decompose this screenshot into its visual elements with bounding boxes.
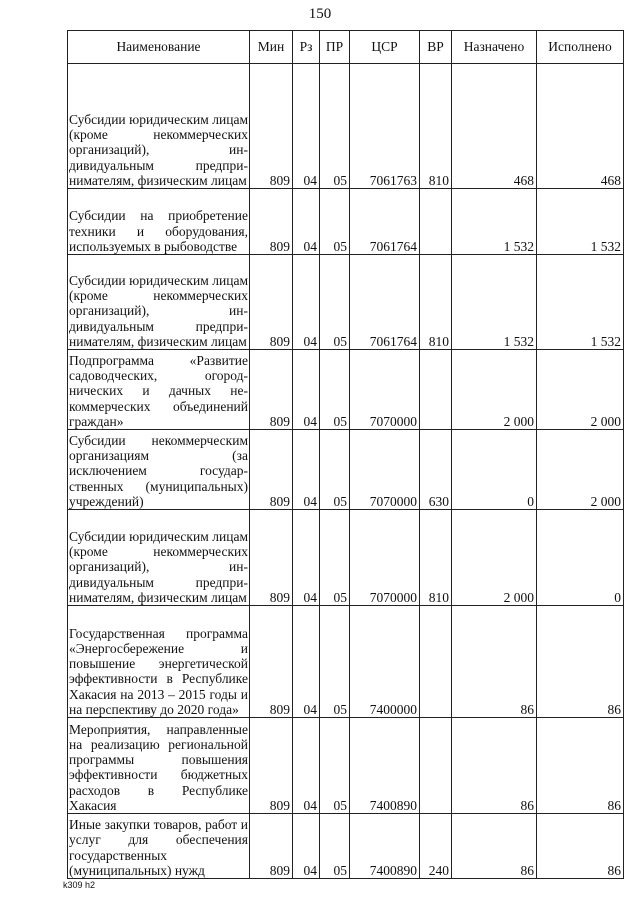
cell-min: 809 [250, 814, 293, 879]
header-name: Наименование [68, 31, 250, 64]
cell-rz: 04 [293, 606, 320, 718]
cell-pr: 05 [320, 718, 350, 814]
header-pr: ПР [320, 31, 350, 64]
cell-csr: 7400890 [350, 718, 420, 814]
cell-pr: 05 [320, 814, 350, 879]
cell-pr: 05 [320, 350, 350, 430]
cell-rz: 04 [293, 255, 320, 350]
cell-pr: 05 [320, 255, 350, 350]
cell-assigned: 86 [452, 606, 537, 718]
cell-csr: 7400000 [350, 606, 420, 718]
cell-assigned: 2 000 [452, 350, 537, 430]
cell-vr: 240 [420, 814, 452, 879]
cell-csr: 7061764 [350, 255, 420, 350]
cell-min: 809 [250, 718, 293, 814]
cell-executed: 86 [537, 718, 624, 814]
cell-min: 809 [250, 510, 293, 606]
cell-pr: 05 [320, 510, 350, 606]
cell-name: Субсидии некоммерческим организациям (за исключением государственных (муниципальных) учреждений) [68, 430, 250, 510]
footer-code: k309 h2 [63, 880, 96, 890]
cell-csr: 7070000 [350, 350, 420, 430]
cell-assigned: 1 532 [452, 255, 537, 350]
budget-table [67, 30, 624, 879]
header-csr: ЦСР [350, 31, 420, 64]
cell-executed: 2 000 [537, 350, 624, 430]
cell-name: Субсидии юридическим лицам (кроме некоммерческих организаций), индивидуальным предпринимателям, физическим лицам [68, 510, 250, 606]
cell-min: 809 [250, 64, 293, 189]
cell-min: 809 [250, 606, 293, 718]
table-row [68, 606, 624, 718]
cell-rz: 04 [293, 814, 320, 879]
cell-min: 809 [250, 350, 293, 430]
cell-assigned: 1 532 [452, 189, 537, 255]
cell-vr: 810 [420, 255, 452, 350]
cell-pr: 05 [320, 189, 350, 255]
cell-executed: 2 000 [537, 430, 624, 510]
cell-name: Субсидии на приобретение техники и оборудования, используемых в рыбоводстве [68, 189, 250, 255]
cell-csr: 7070000 [350, 430, 420, 510]
cell-executed: 1 532 [537, 189, 624, 255]
table-row [68, 255, 624, 350]
cell-rz: 04 [293, 350, 320, 430]
cell-csr: 7070000 [350, 510, 420, 606]
header-assigned: Назначено [452, 31, 537, 64]
table-row [68, 510, 624, 606]
table-row [68, 718, 624, 814]
cell-rz: 04 [293, 189, 320, 255]
header-rz: Рз [293, 31, 320, 64]
cell-pr: 05 [320, 430, 350, 510]
cell-assigned: 2 000 [452, 510, 537, 606]
table-row [68, 350, 624, 430]
cell-csr: 7061764 [350, 189, 420, 255]
cell-executed: 468 [537, 64, 624, 189]
table-row [68, 430, 624, 510]
cell-assigned: 0 [452, 430, 537, 510]
cell-vr [420, 606, 452, 718]
cell-name: Иные закупки товаров, работ и услуг для обеспечения государственных (муниципальных) нужд [68, 814, 250, 879]
cell-vr: 630 [420, 430, 452, 510]
cell-vr [420, 718, 452, 814]
cell-pr: 05 [320, 606, 350, 718]
header-min: Мин [250, 31, 293, 64]
cell-vr [420, 189, 452, 255]
header-vr: ВР [420, 31, 452, 64]
cell-min: 809 [250, 430, 293, 510]
cell-executed: 0 [537, 510, 624, 606]
cell-name: Субсидии юридическим лицам (кроме некоммерческих организаций), индивидуальным предпринимателям, физическим лицам [68, 64, 250, 189]
cell-assigned: 468 [452, 64, 537, 189]
cell-name: Мероприятия, направленные на реализацию региональной программы повышения эффективности бюджетных расходов в Республике Хакасия [68, 718, 250, 814]
cell-vr [420, 350, 452, 430]
cell-assigned: 86 [452, 718, 537, 814]
cell-min: 809 [250, 189, 293, 255]
header-executed: Исполнено [537, 31, 624, 64]
page-number: 150 [308, 6, 332, 22]
cell-name: Подпрограмма «Развитие садоводческих, огороднических и дачных некоммерческих объединений граждан» [68, 350, 250, 430]
cell-pr: 05 [320, 64, 350, 189]
cell-rz: 04 [293, 430, 320, 510]
cell-executed: 86 [537, 814, 624, 879]
cell-min: 809 [250, 255, 293, 350]
cell-name: Государственная программа «Энергосбережение и повышение энергетической эффективности в Республике Хакасия на 2013 – 2015 годы и на перспективу до 2020 года» [68, 606, 250, 718]
cell-executed: 1 532 [537, 255, 624, 350]
cell-name: Субсидии юридическим лицам (кроме некоммерческих организаций), индивидуальным предпринимателям, физическим лицам [68, 255, 250, 350]
cell-csr: 7400890 [350, 814, 420, 879]
table-row [68, 189, 624, 255]
cell-vr: 810 [420, 64, 452, 189]
cell-assigned: 86 [452, 814, 537, 879]
cell-csr: 7061763 [350, 64, 420, 189]
cell-rz: 04 [293, 718, 320, 814]
cell-vr: 810 [420, 510, 452, 606]
cell-executed: 86 [537, 606, 624, 718]
table-row [68, 814, 624, 879]
cell-rz: 04 [293, 64, 320, 189]
table-header-row [68, 31, 624, 64]
table-row [68, 64, 624, 189]
cell-rz: 04 [293, 510, 320, 606]
